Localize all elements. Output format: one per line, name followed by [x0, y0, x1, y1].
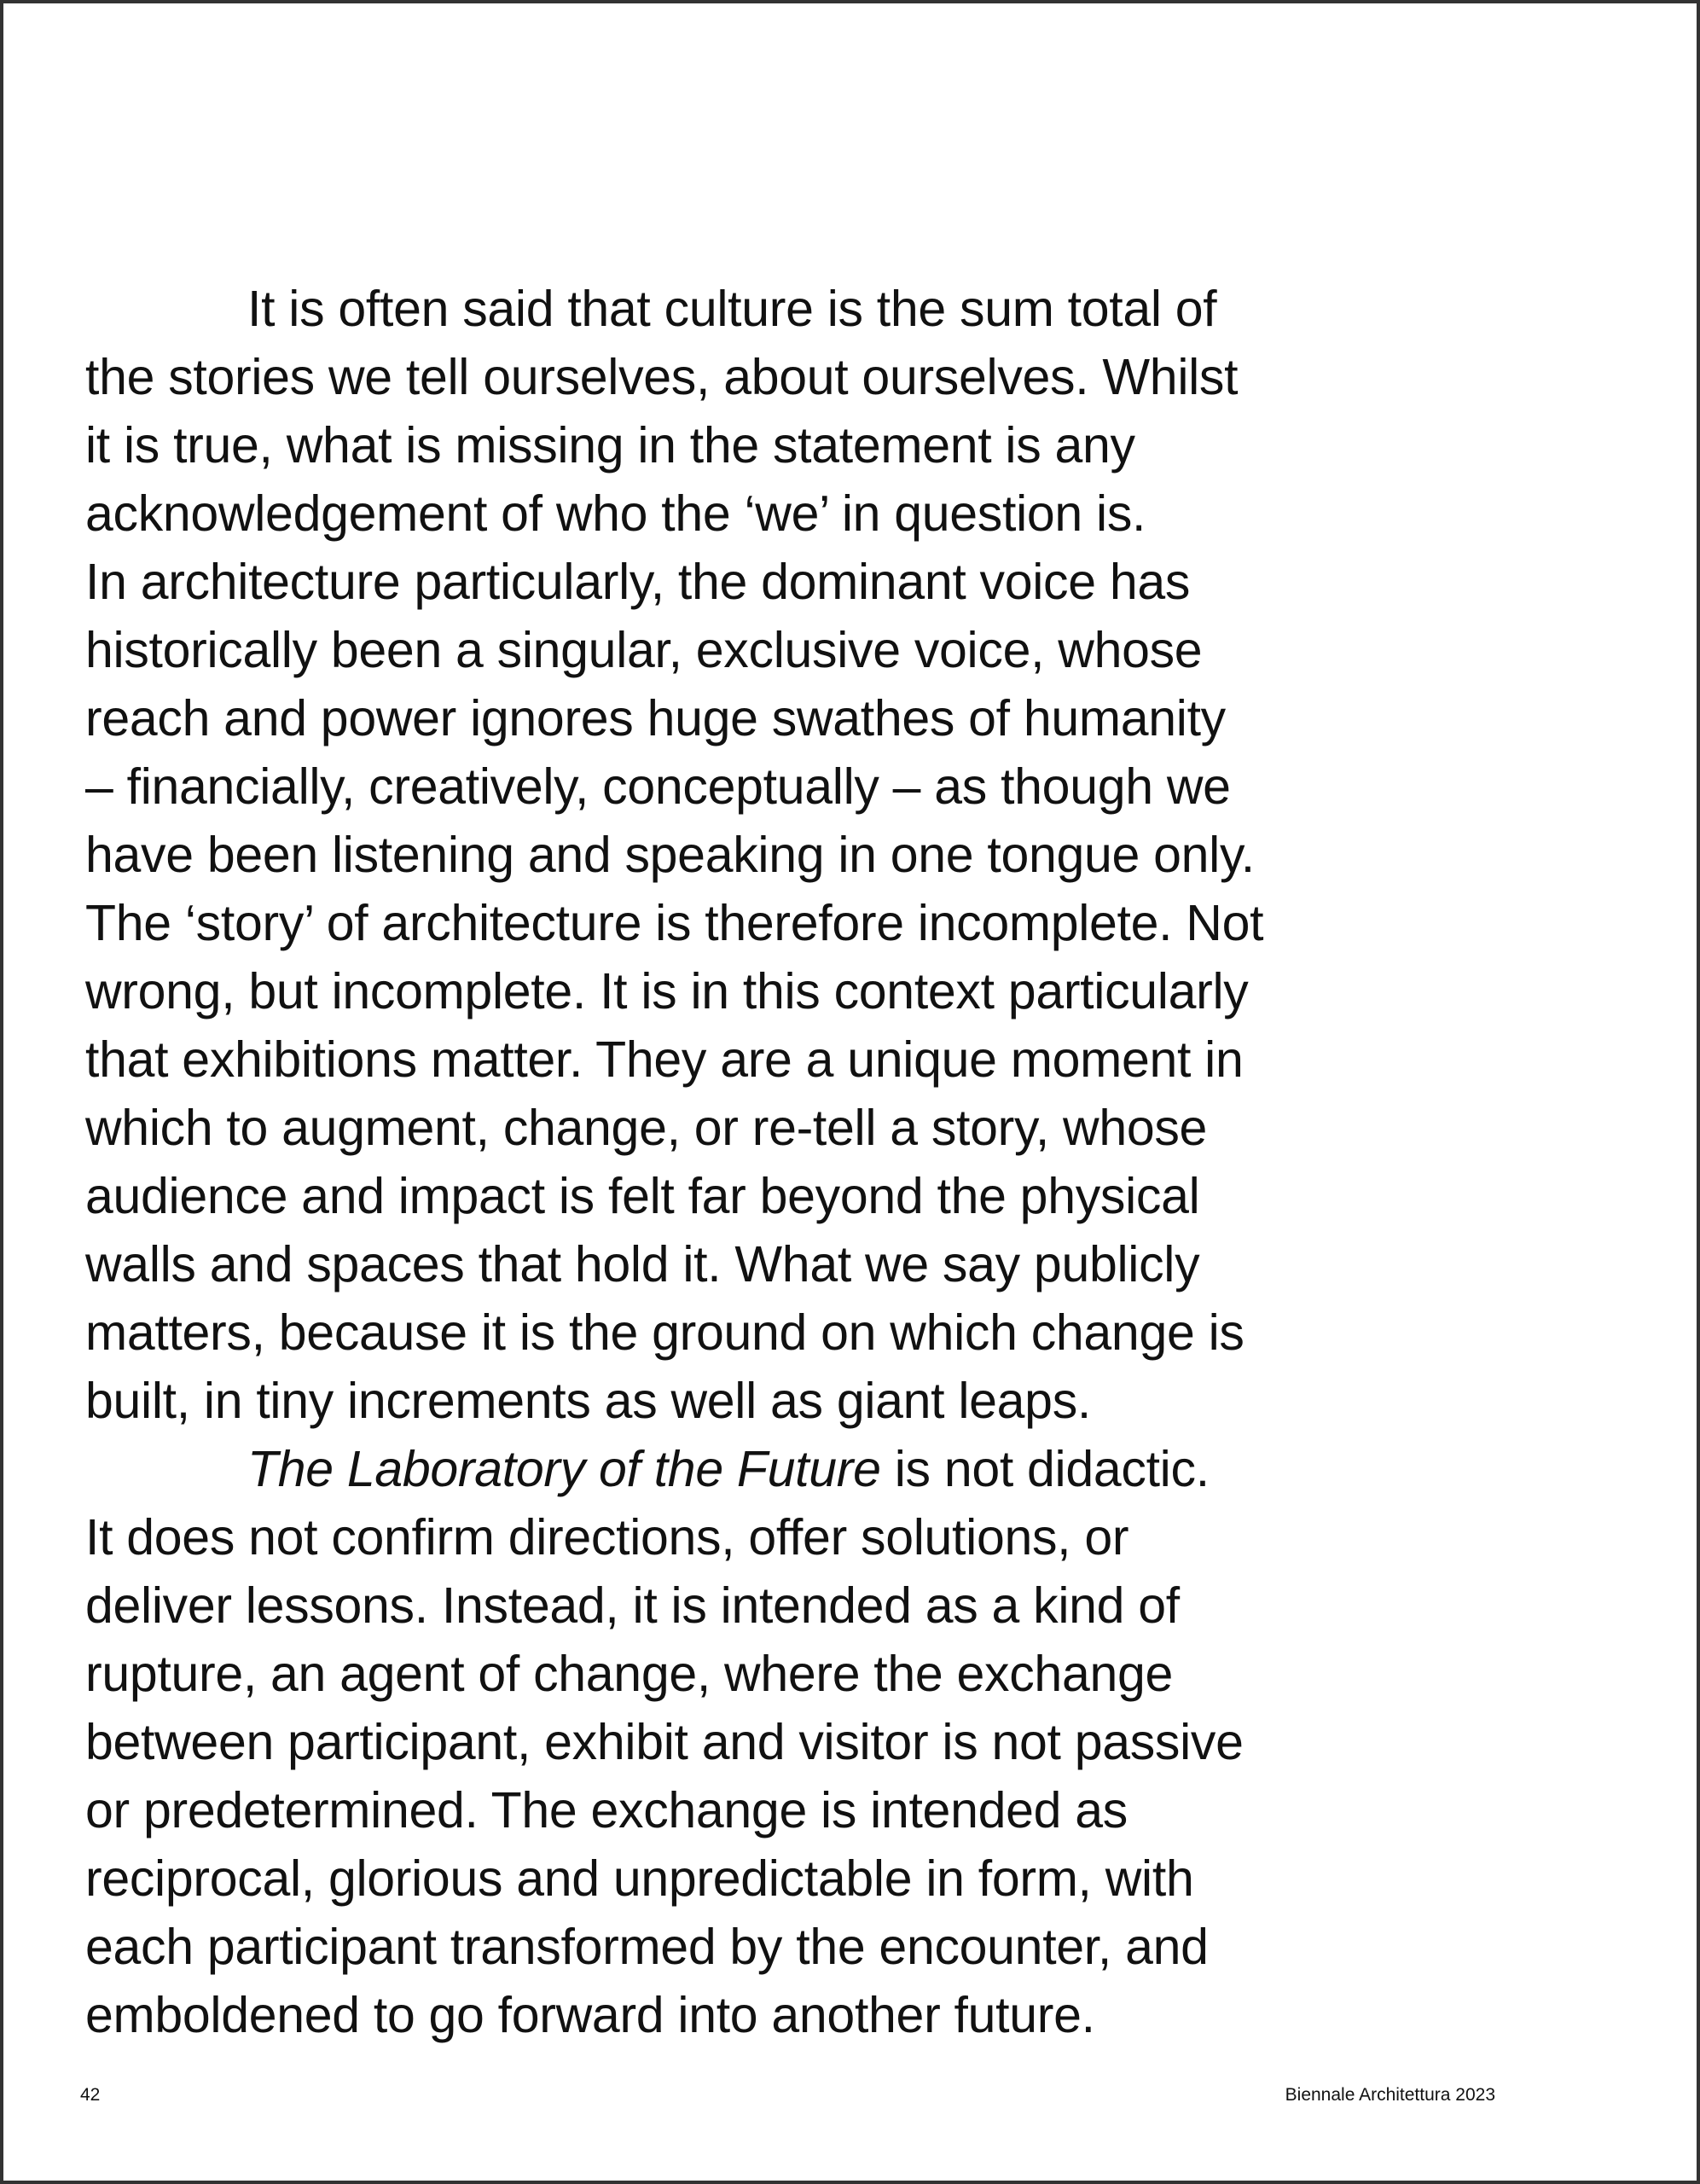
text-line: It is often said that culture is the sum total of: [247, 281, 1217, 337]
text-line-with-title: [85, 1435, 1535, 1503]
text-line: wrong, but incomplete. It is in this context particularly: [85, 963, 1249, 1019]
text-fragment: is not didactic.: [880, 1441, 1210, 1497]
text-line: – financially, creatively, conceptually – as though we: [85, 758, 1231, 815]
text-line: each participant transformed by the encounter, and: [85, 1919, 1209, 1975]
text-line: which to augment, change, or re-tell a story, whose: [85, 1100, 1208, 1156]
text-line: The ‘story’ of architecture is therefore incomplete. Not: [85, 895, 1264, 951]
text-line: emboldened to go forward into another future.: [85, 1987, 1095, 2043]
text-line: or predetermined. The exchange is intended as: [85, 1782, 1128, 1838]
text-line: it is true, what is missing in the statement is any: [85, 417, 1135, 473]
text-line: built, in tiny increments as well as giant leaps.: [85, 1373, 1091, 1429]
text-line: historically been a singular, exclusive voice, whose: [85, 622, 1203, 678]
text-line: the stories we tell ourselves, about ourselves. Whilst: [85, 349, 1239, 405]
text-line: that exhibitions matter. They are a unique moment in: [85, 1031, 1244, 1088]
text-line: deliver lessons. Instead, it is intended as a kind of: [85, 1577, 1180, 1634]
body-text: [85, 275, 1535, 2049]
page-number: 42: [80, 2085, 101, 2105]
text-line: In architecture particularly, the dominant voice has: [85, 554, 1191, 610]
text-line: reciprocal, glorious and unpredictable in form, with: [85, 1850, 1194, 1907]
text-line: between participant, exhibit and visitor is not passive: [85, 1714, 1244, 1770]
text-line: audience and impact is felt far beyond the physical: [85, 1168, 1200, 1224]
text-line: It does not confirm directions, offer solutions, or: [85, 1509, 1129, 1565]
text-line: walls and spaces that hold it. What we say publicly: [85, 1236, 1200, 1292]
text-line: rupture, an agent of change, where the exchange: [85, 1646, 1173, 1702]
text-line: acknowledgement of who the ‘we’ in question is.: [85, 485, 1146, 542]
text-line: have been listening and speaking in one tongue only.: [85, 827, 1255, 883]
text-line: reach and power ignores huge swathes of humanity: [85, 690, 1226, 746]
text-line: matters, because it is the ground on which change is: [85, 1304, 1245, 1361]
exhibition-title: The Laboratory of the Future: [247, 1441, 881, 1497]
publication-name: Biennale Architettura 2023: [1285, 2085, 1495, 2105]
